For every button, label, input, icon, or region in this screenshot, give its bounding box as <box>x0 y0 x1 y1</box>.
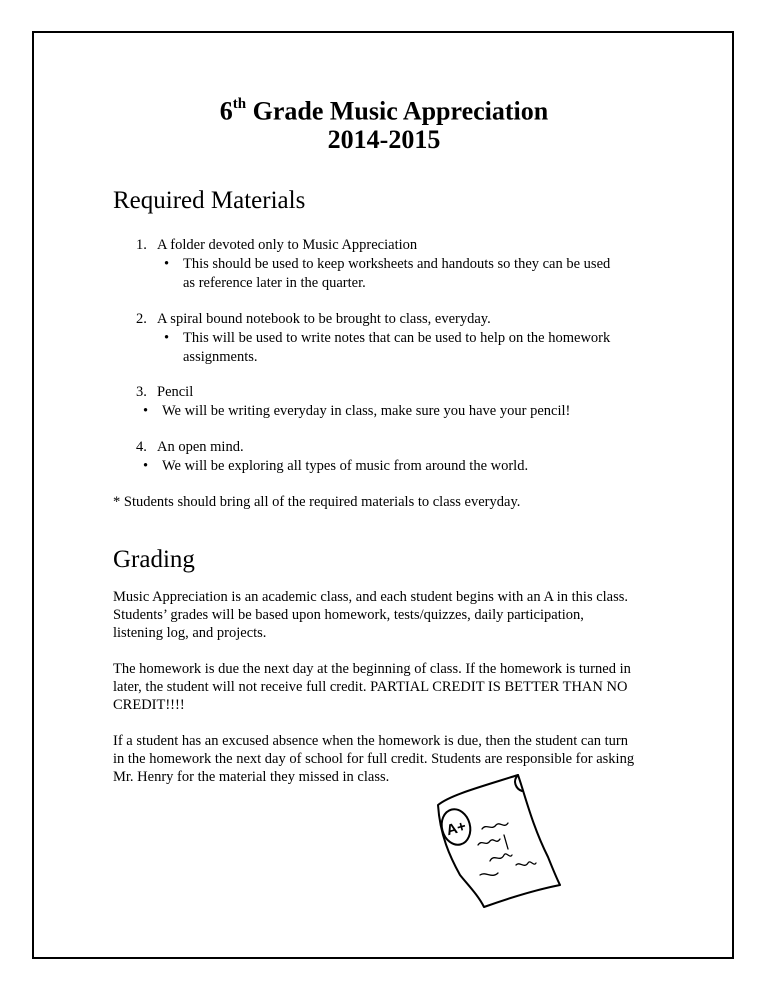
grading-paragraph-3: If a student has an excused absence when the homework is due, then the student can turn in the homework the next day of school for full credit. Students are responsible for asking Mr. Henry for the material they missed in class. <box>113 733 635 785</box>
material-item-1-bullet-cont: as reference later in the quarter. <box>183 275 366 291</box>
title-grade-number: 6 <box>219 96 233 126</box>
material-item-4-bullet: • We will be exploring all types of music from around the world. <box>143 458 529 474</box>
bullet-icon: • <box>164 330 170 346</box>
materials-heading: Required Materials <box>113 187 306 214</box>
material-item-2-bullet-cont: assignments. <box>183 349 258 365</box>
grading-paragraph-1: Music Appreciation is an academic class, and each student begins with an A in this class. Students’ grades will be based upon homework, tests/quizzes, daily participation, listening log, and projects. <box>113 589 629 641</box>
page-subtitle-year: 2014-2015 <box>327 125 441 154</box>
bullet-icon: • <box>143 403 149 419</box>
material-item-3-bullet: • We will be writing everyday in class, make sure you have your pencil! <box>143 403 571 419</box>
material-item-3: 3. Pencil <box>136 384 194 400</box>
page-title <box>0 90 768 128</box>
title-grade-suffix: th <box>232 96 247 112</box>
material-item-2: 2. A spiral bound notebook to be brought to class, everyday. <box>136 311 491 327</box>
material-item-2-bullet: • This will be used to write notes that can be used to help on the homework <box>164 330 611 346</box>
bullet-icon: • <box>143 458 149 474</box>
materials-note: * Students should bring all of the required materials to class everyday. <box>113 494 521 510</box>
material-item-1-bullet: • This should be used to keep worksheets and handouts so they can be used <box>164 256 611 272</box>
grading-heading: Grading <box>113 546 195 573</box>
material-item-1: 1. A folder devoted only to Music Appreciation <box>136 237 418 253</box>
grade-mark: A+ <box>444 817 468 840</box>
grading-paragraph-2: The homework is due the next day at the beginning of class. If the homework is turned in later, the student will not receive full credit. PARTIAL CREDIT IS BETTER THAN NO CREDIT!!!! <box>113 661 631 713</box>
graded-paper-icon <box>420 765 570 915</box>
bullet-icon: • <box>164 256 170 272</box>
title-text: Grade Music Appreciation <box>246 96 549 126</box>
material-item-4: 4. An open mind. <box>136 439 244 455</box>
